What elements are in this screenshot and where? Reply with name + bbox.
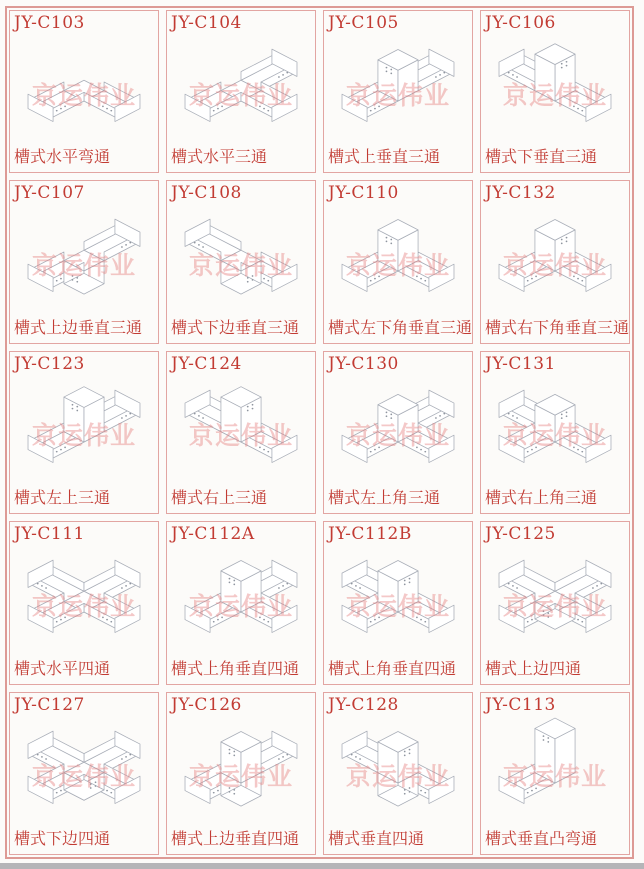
fitting-drawing	[167, 544, 315, 655]
fitting-drawing	[167, 715, 315, 826]
catalog-cell-jy-c106	[480, 10, 630, 173]
catalog-cell-jy-c125	[480, 521, 630, 684]
product-code: JY-C125	[485, 524, 556, 545]
watermark-text: 京运伟业	[345, 251, 450, 280]
watermark-text: 京运伟业	[345, 763, 450, 792]
watermark-text: 京运伟业	[502, 422, 607, 451]
product-code: JY-C108	[171, 183, 242, 204]
fitting-drawing	[167, 203, 315, 314]
fitting-drawing	[324, 203, 472, 314]
fitting-drawing	[10, 715, 158, 826]
product-code: JY-C126	[171, 694, 242, 715]
product-name: 槽式左上角三通	[328, 490, 441, 508]
catalog-grid	[9, 10, 630, 855]
watermark-text: 京运伟业	[31, 81, 136, 110]
fitting-drawing	[10, 33, 158, 144]
product-code: JY-C127	[14, 694, 85, 715]
bottom-gray-bar	[0, 863, 644, 869]
watermark-text: 京运伟业	[345, 81, 450, 110]
product-code: JY-C107	[14, 183, 85, 204]
fitting-drawing	[324, 544, 472, 655]
product-code: JY-C103	[14, 13, 85, 33]
catalog-cell-jy-c107	[9, 180, 159, 343]
product-name: 槽式下边垂直三通	[171, 319, 300, 337]
catalog-cell-jy-c127	[9, 692, 159, 855]
fitting-drawing	[167, 33, 315, 144]
product-code: JY-C111	[14, 524, 85, 545]
catalog-cell-jy-c105	[323, 10, 473, 173]
product-name: 槽式上垂直三通	[328, 149, 441, 167]
watermark-text: 京运伟业	[188, 81, 293, 110]
catalog-cell-jy-c130	[323, 351, 473, 514]
watermark-text: 京运伟业	[31, 422, 136, 451]
product-code: JY-C106	[485, 13, 556, 33]
product-name: 槽式左上三通	[14, 490, 111, 508]
catalog-cell-jy-c112b	[323, 521, 473, 684]
fitting-drawing	[167, 374, 315, 485]
product-name: 槽式上边四通	[485, 660, 582, 678]
product-code: JY-C124	[171, 353, 242, 374]
watermark-text: 京运伟业	[188, 592, 293, 621]
fitting-drawing	[481, 33, 629, 144]
catalog-cell-jy-c113	[480, 692, 630, 855]
catalog-cell-jy-c112a	[166, 521, 316, 684]
product-name: 槽式右下角垂直三通	[485, 319, 630, 337]
catalog-cell-jy-c104	[166, 10, 316, 173]
watermark-text: 京运伟业	[31, 251, 136, 280]
watermark-text: 京运伟业	[345, 592, 450, 621]
product-code: JY-C104	[171, 13, 242, 33]
watermark-text: 京运伟业	[188, 763, 293, 792]
catalog-cell-jy-c128	[323, 692, 473, 855]
product-name: 槽式水平弯通	[14, 149, 111, 167]
catalog-cell-jy-c110	[323, 180, 473, 343]
product-name: 槽式垂直凸弯通	[485, 830, 598, 848]
product-code: JY-C110	[328, 183, 399, 204]
fitting-drawing	[10, 374, 158, 485]
watermark-text: 京运伟业	[188, 422, 293, 451]
product-name: 槽式下边四通	[14, 830, 111, 848]
fitting-drawing	[10, 544, 158, 655]
fitting-drawing	[481, 203, 629, 314]
product-name: 槽式垂直四通	[328, 830, 425, 848]
product-code: JY-C112B	[328, 524, 412, 545]
product-name: 槽式右上角三通	[485, 490, 598, 508]
product-code: JY-C123	[14, 353, 85, 374]
watermark-text: 京运伟业	[31, 592, 136, 621]
product-name: 槽式上边垂直四通	[171, 830, 300, 848]
watermark-text: 京运伟业	[31, 763, 136, 792]
watermark-text: 京运伟业	[502, 592, 607, 621]
fitting-drawing	[324, 715, 472, 826]
product-name: 槽式上角垂直四通	[328, 660, 457, 678]
watermark-text: 京运伟业	[502, 763, 607, 792]
catalog-cell-jy-c111	[9, 521, 159, 684]
product-name: 槽式左下角垂直三通	[328, 319, 473, 337]
catalog-cell-jy-c131	[480, 351, 630, 514]
catalog-cell-jy-c108	[166, 180, 316, 343]
catalog-cell-jy-c124	[166, 351, 316, 514]
fitting-drawing	[324, 374, 472, 485]
product-name: 槽式水平四通	[14, 660, 111, 678]
product-name: 槽式下垂直三通	[485, 149, 598, 167]
fitting-drawing	[481, 544, 629, 655]
product-name: 槽式上边垂直三通	[14, 319, 143, 337]
product-code: JY-C130	[328, 353, 399, 374]
fitting-drawing	[481, 715, 629, 826]
catalog-cell-jy-c126	[166, 692, 316, 855]
product-code: JY-C132	[485, 183, 556, 204]
product-code: JY-C128	[328, 694, 399, 715]
watermark-text: 京运伟业	[502, 251, 607, 280]
product-code: JY-C131	[485, 353, 556, 374]
product-name: 槽式水平三通	[171, 149, 268, 167]
product-code: JY-C112A	[171, 524, 255, 545]
product-code: JY-C105	[328, 13, 399, 33]
product-name: 槽式上角垂直四通	[171, 660, 300, 678]
catalog-cell-jy-c123	[9, 351, 159, 514]
product-name: 槽式右上三通	[171, 490, 268, 508]
catalog-cell-jy-c103	[9, 10, 159, 173]
watermark-text: 京运伟业	[188, 251, 293, 280]
product-code: JY-C113	[485, 694, 556, 715]
fitting-drawing	[324, 33, 472, 144]
fitting-drawing	[10, 203, 158, 314]
watermark-text: 京运伟业	[345, 422, 450, 451]
catalog-cell-jy-c132	[480, 180, 630, 343]
fitting-drawing	[481, 374, 629, 485]
watermark-text: 京运伟业	[502, 81, 607, 110]
